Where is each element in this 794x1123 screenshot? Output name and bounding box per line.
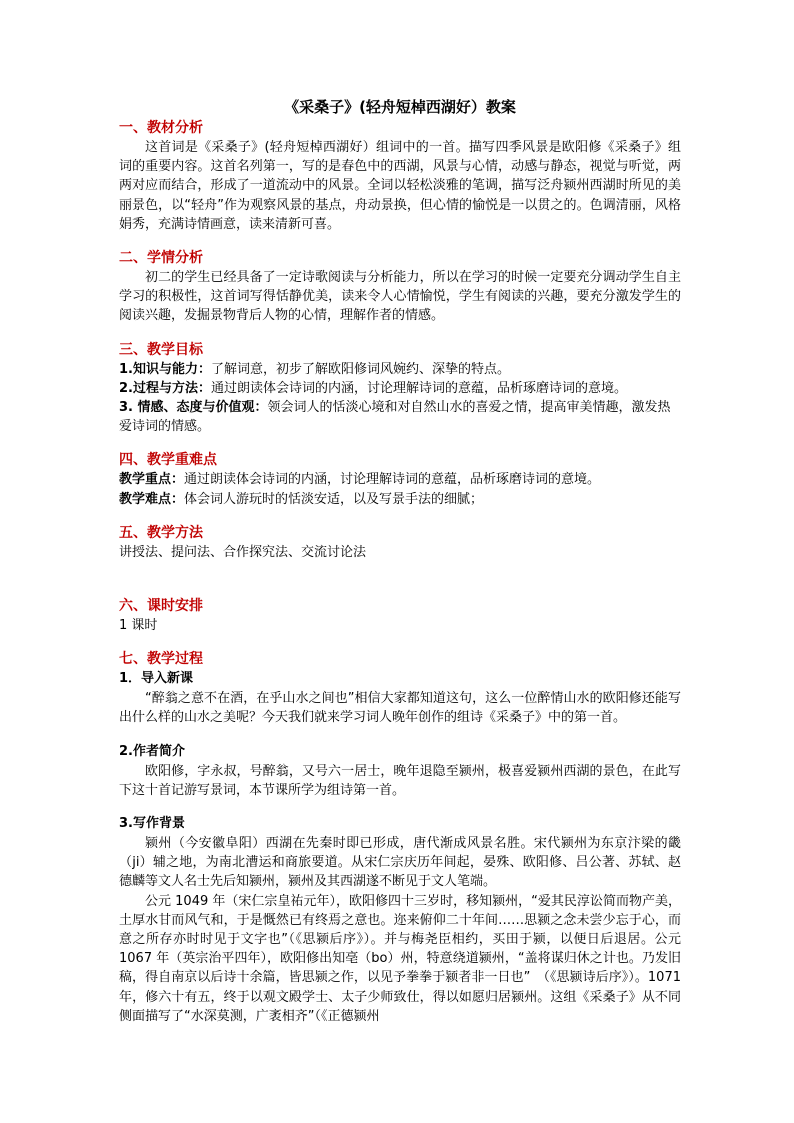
intro-text: “醉翁之意不在酒，在乎山水之间也”相信大家都知道这句，这么一位醉情山水的欧阳修还能写出什么样的山水之美呢？今天我们就来学习词人晚年创作的组诗《采桑子》中的第一首。 [119, 691, 681, 726]
goal-process-label: 2.过程与方法： [119, 380, 211, 396]
key-point-text: 通过朗读体会诗词的内涵，讨论理解诗词的意蕴，品析琢磨诗词的意境。 [184, 472, 601, 488]
goal-process [119, 379, 681, 398]
goal-process-text: 通过朗读体会诗词的内涵，讨论理解诗词的意蕴，品析琢磨诗词的意境。 [210, 380, 627, 396]
key-point-label: 教学重点： [119, 472, 185, 488]
section-heading-analysis: 一、教材分析 [119, 120, 203, 136]
goal-knowledge [119, 360, 681, 379]
goal-emotion-text: 领会词人的恬淡心境和对自然山水的喜爱之情，提高审美情趣，激发热爱诗词的情感。 [119, 400, 671, 435]
subheading-intro: 1．导入新课 [119, 671, 194, 687]
section-heading-process: 七、教学过程 [119, 651, 203, 668]
difficult-point-text: 体会词人游玩时的恬淡安适，以及写景手法的细腻； [184, 491, 484, 507]
subheading-author: 2.作者简介 [119, 743, 185, 759]
key-point [119, 470, 681, 489]
schedule-text: 1 课时 [119, 618, 158, 634]
section-heading-goals: 三、教学目标 [119, 341, 203, 358]
goal-knowledge-label: 1.知识与能力： [119, 361, 211, 377]
background-text-2: 公元 1049 年（宋仁宗皇祐元年），欧阳修四十三岁时，移知颍州，“爱其民淳讼简而物产美，土厚水甘而风气和，于是慨然已有终焉之意也。迩来俯仰二十年间……思颍之念未尝少忘于心，而意之所存亦时时见于文字也”（《思颍后序》）。并与梅尧臣相约，买田于颍，以便日后退居。公元 1067 年（英宗治平四年），欧阳修出知亳（bo）州，特意绕道颍州，“盖将谋归休之计也。乃发旧稿，得自南京以后诗十余篇，皆思颍之作，以见予拳拳于颍者非一日也” （《思颍诗后序》）。1071 年，修六十有五，终于以观文殿学士、太子少师致仕，得以如愿归居颍州。这组《采桑子》从不同侧面描写了“水深莫测，广袤相齐”（《正德颍州 [119, 893, 681, 1024]
background-text-1: 颍州（今安徽阜阳）西湖在先秦时即已形成，唐代渐成风景名胜。宋代颍州为东京汴梁的畿（ji）辅之地，为南北漕运和商旅要道。从宋仁宗庆历年间起，晏殊、欧阳修、吕公著、苏轼、赵德麟等文人名士先后知颍州，颍州及其西湖遂不断见于文人笔端。 [119, 836, 681, 890]
goal-emotion [119, 398, 681, 436]
goal-knowledge-text: 了解词意，初步了解欧阳修词风婉约、深挚的特点。 [210, 361, 510, 377]
section-heading-methods: 五、教学方法 [119, 524, 203, 541]
section-text-analysis: 这首词是《采桑子》(轻舟短棹西湖好）组词中的一首。描写四季风景是欧阳修《采桑子》组词的重要内容。这首名列第一，写的是春色中的西湖，风景与心情，动感与静态，视觉与听觉，两两对应而结合，形成了一道流动中的风景。全词以轻松淡雅的笔调，描写泛舟颍州西湖时所见的美丽景色，以“轻舟”作为观察风景的基点，舟动景换，但心情的愉悦是一以贯之的。色调清丽，风格娟秀，充满诗情画意，读来清新可喜。 [119, 140, 681, 232]
section-heading-keypoints: 四、教学重难点 [119, 452, 217, 469]
difficult-point-label: 教学难点： [119, 491, 185, 507]
methods-text: 讲授法、提问法、合作探究法、交流讨论法 [119, 544, 367, 560]
section-text-students: 初二的学生已经具备了一定诗歌阅读与分析能力，所以在学习的时候一定要充分调动学生自主学习的积极性，这首词写得恬静优美，读来令人心情愉悦，学生有阅读的兴趣，要充分激发学生的阅读兴趣，发掘景物背后人物的心情，理解作者的情感。 [119, 270, 681, 324]
goal-emotion-label: 3. 情感、态度与价值观： [119, 400, 268, 416]
subheading-background: 3.写作背景 [119, 816, 185, 832]
document-page [119, 96, 681, 1026]
section-heading-students: 二、学情分析 [119, 250, 203, 267]
difficult-point [119, 490, 681, 509]
author-text: 欧阳修，字永叔，号醉翁，又号六一居士，晚年退隐至颍州，极喜爱颍州西湖的景色，在此写下这十首记游写景词，本节课所学为组诗第一首。 [119, 763, 681, 798]
section-heading-schedule: 六、课时安排 [119, 598, 203, 615]
document-title: 《采桑子》(轻舟短棹西湖好）教案 [284, 98, 516, 116]
